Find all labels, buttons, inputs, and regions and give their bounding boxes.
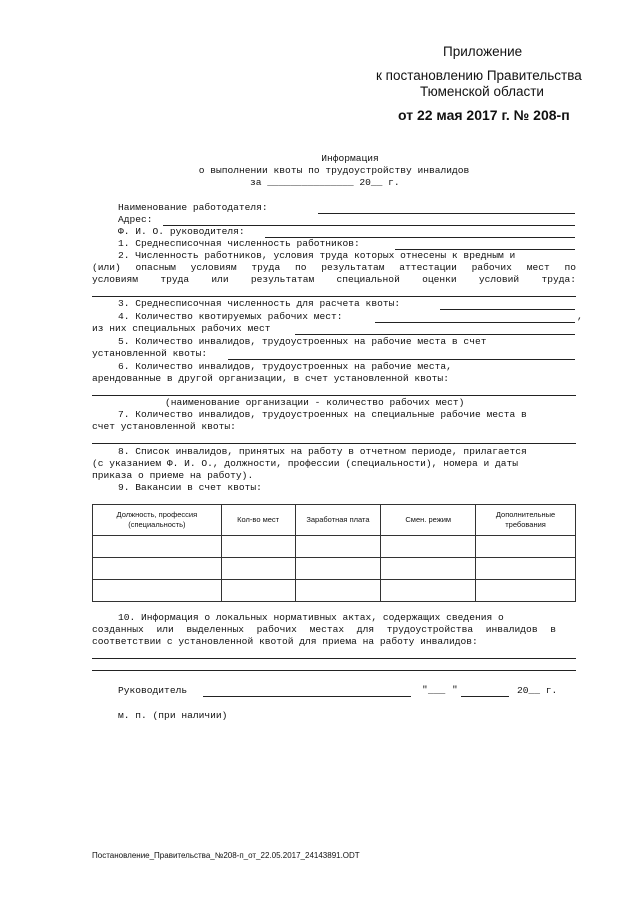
table-cell[interactable] [476, 580, 576, 602]
item-10-line-2 [92, 670, 576, 671]
item-8-line-c: приказа о приеме на работу). [92, 470, 254, 481]
item-1: 1. Среднесписочная численность работников: [118, 238, 360, 249]
table-cell[interactable] [93, 536, 222, 558]
table-cell[interactable] [381, 536, 476, 558]
table-cell[interactable] [381, 558, 476, 580]
item-6-line-b: арендованные в другой организации, в счет установленной квоты: [92, 373, 449, 384]
table-cell[interactable] [476, 558, 576, 580]
title-line-3: за _______________ 20__ г. [250, 177, 400, 188]
signature-day: ___ [428, 685, 446, 696]
item-3-line [440, 309, 575, 310]
table-header-row [93, 505, 576, 536]
signature-year: 20__ г. [517, 685, 558, 696]
title-line-1: Информация [321, 153, 379, 164]
title-line-2: о выполнении квоты по трудоустройству инвалидов [198, 165, 470, 176]
item-2-line-a: 2. Численность работников, условия труда которых отнесены к вредным и [118, 250, 516, 261]
item-8-line-a: 8. Список инвалидов, принятых на работу в отчетном периоде, прилагается [118, 446, 527, 457]
table-cell[interactable] [381, 580, 476, 602]
item-7-line-a: 7. Количество инвалидов, трудоустроенных на специальные рабочие места в [118, 409, 527, 420]
signature-month-line [461, 696, 509, 697]
stamp-note: м. п. (при наличии) [118, 710, 228, 721]
item-4-comma: , [577, 311, 583, 322]
item-4-special-line [295, 334, 575, 335]
table-cell[interactable] [476, 536, 576, 558]
header-line-2: к постановлению Правительства [376, 68, 582, 83]
column-header-shift: Смен. режим [381, 505, 476, 536]
table-cell[interactable] [295, 536, 381, 558]
item-10-line-a: 10. Информация о локальных нормативных актах, содержащих сведения о [118, 612, 504, 623]
column-header-requirements: Дополнительные требования [476, 505, 576, 536]
item-4-line [375, 322, 575, 323]
item-9: 9. Вакансии в счет квоты: [118, 482, 262, 493]
item-8-line-b: (с указанием Ф. И. О., должности, профессии (специальности), номера и даты [92, 458, 519, 469]
column-header-position: Должность, профессия (специальность) [93, 505, 222, 536]
employer-line [318, 213, 575, 214]
table-cell[interactable] [221, 580, 295, 602]
table-cell[interactable] [295, 580, 381, 602]
item-2-line-c: условиям труда или результатам специальной оценки условий труда: [92, 274, 576, 285]
item-2-line [92, 296, 576, 297]
header-date-number: от 22 мая 2017 г. № 208-п [398, 107, 570, 123]
table-row [93, 580, 576, 602]
item-5-line-a: 5. Количество инвалидов, трудоустроенных на рабочие места в счет [118, 336, 487, 347]
table-cell[interactable] [93, 558, 222, 580]
item-10-line-1 [92, 658, 576, 659]
item-6-line [92, 395, 576, 396]
signature-line [203, 696, 411, 697]
signature-label: Руководитель [118, 685, 188, 696]
item-4-line-b: из них специальных рабочих мест [92, 323, 271, 334]
header-line-3: Тюменской области [420, 84, 544, 99]
address-label: Адрес: [118, 214, 153, 225]
item-2-line-b: (или) опасным условиям труда по результатам аттестации рабочих мест по [92, 262, 576, 273]
signature-quote-close: " [452, 684, 458, 695]
table-row [93, 558, 576, 580]
item-5-line [228, 359, 575, 360]
table-cell[interactable] [93, 580, 222, 602]
item-10-line-c: соответствии с установленной квотой для приема на работу инвалидов: [92, 636, 478, 647]
item-6-line-a: 6. Количество инвалидов, трудоустроенных на рабочие места, [118, 361, 452, 372]
vacancies-table [92, 504, 576, 602]
item-5-line-b: установленной квоты: [92, 348, 208, 359]
item-6-note: (наименование организации - количество рабочих мест) [165, 397, 465, 408]
table-row [93, 536, 576, 558]
table-cell[interactable] [295, 558, 381, 580]
footer-filename: Постановление_Правительства_№208-п_от_22.05.2017_24143891.ODT [92, 851, 360, 860]
table-cell[interactable] [221, 536, 295, 558]
signature-quote-open: " [422, 684, 428, 695]
header-line-1: Приложение [443, 44, 523, 59]
table-cell[interactable] [221, 558, 295, 580]
column-header-count: Кол-во мест [221, 505, 295, 536]
item-7-line-b: счет установленной квоты: [92, 421, 236, 432]
item-7-line [92, 443, 576, 444]
item-4-line-a: 4. Количество квотируемых рабочих мест: [118, 311, 343, 322]
item-10-line-b: созданных или выделенных рабочих местах для трудоустройства инвалидов в [92, 624, 556, 635]
director-label: Ф. И. О. руководителя: [118, 226, 245, 237]
column-header-salary: Заработная плата [295, 505, 381, 536]
employer-label: Наименование работодателя: [118, 202, 268, 213]
item-3: 3. Среднесписочная численность для расчета квоты: [118, 298, 401, 309]
